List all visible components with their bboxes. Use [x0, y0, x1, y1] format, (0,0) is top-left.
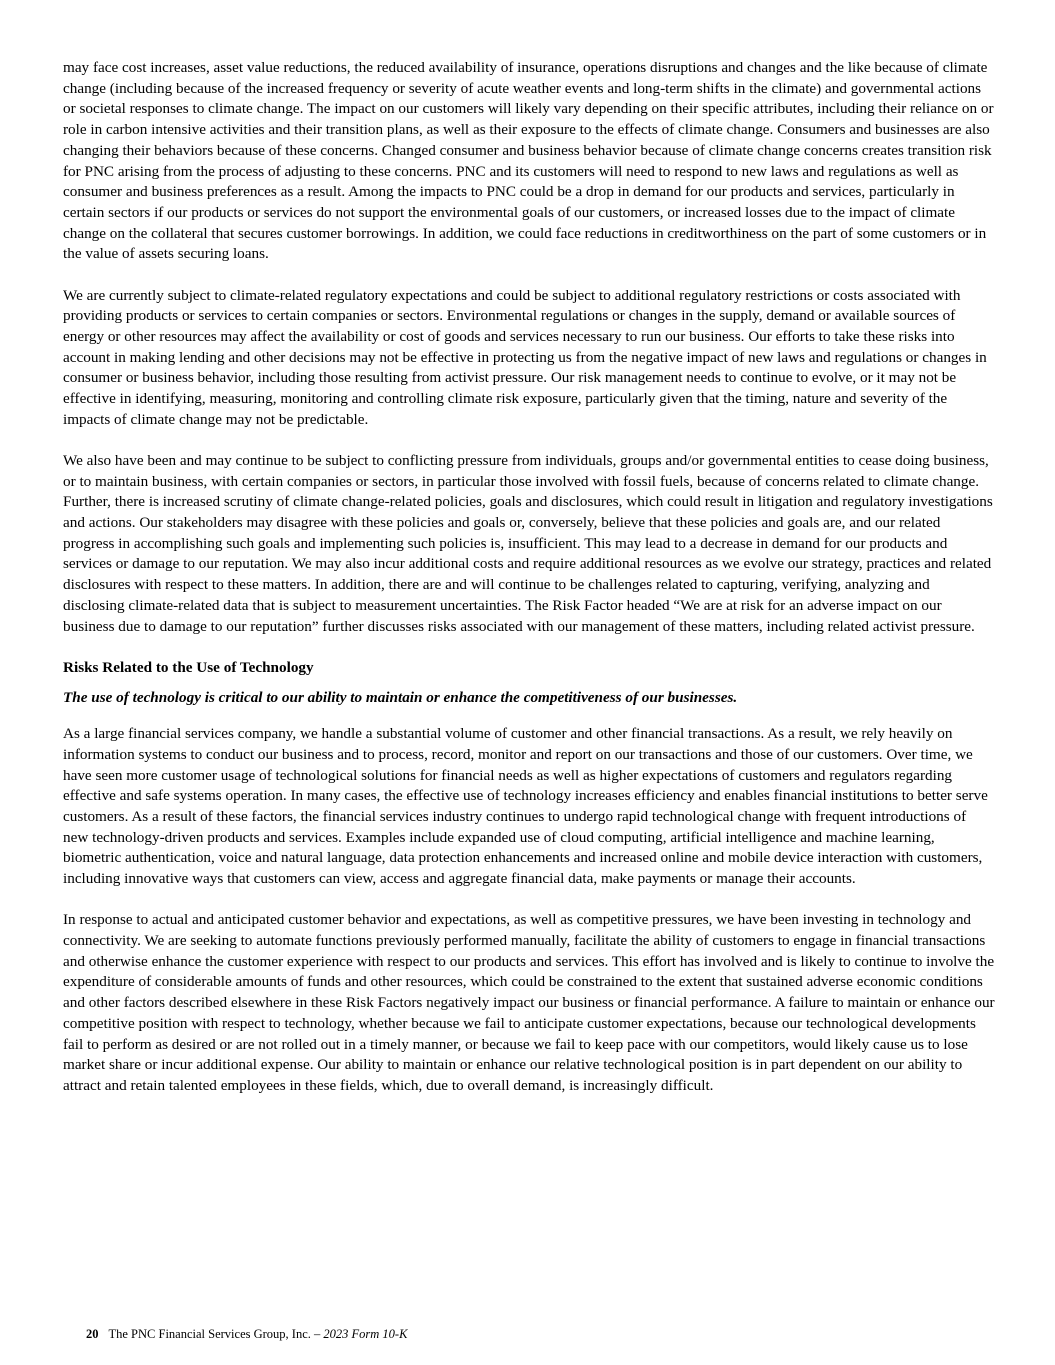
page-number: 20 [86, 1327, 99, 1341]
section-heading: Risks Related to the Use of Technology [63, 658, 314, 676]
footer-company: The PNC Financial Services Group, Inc. – [108, 1327, 324, 1341]
footer-form: 2023 Form 10-K [323, 1327, 408, 1341]
body-paragraph: In response to actual and anticipated customer behavior and expectations, as well as competitive pressures, we have been investing in technology and connectivity. We are seeking to automate functions previously performed manually, facilitate the ability of customers to engage in financial transactions and otherwise enhance the customer experience with respect to our products and services. This effort has involved and is likely to continue to involve the expenditure of considerable amounts of funds and other resources, which could be constrained to the extent that sustained adverse economic conditions and other factors described elsewhere in these Risk Factors negatively impact our business or financial performance. A failure to maintain or enhance our competitive position with respect to technology, whether because we fail to anticipate customer expectations, because our technological developments fail to perform as desired or are not rolled out in a timely manner, or because we fail to keep pace with our competitors, would likely cause us to lose market share or incur additional expense. Our ability to maintain or enhance our relative technological position is in part dependent on our ability to attract and retain talented employees in these fields, which, due to overall demand, is increasingly difficult. [63, 911, 995, 1094]
body-paragraph: As a large financial services company, we handle a substantial volume of customer and other financial transactions. As a result, we rely heavily on information systems to conduct our business and to process, record, monitor and report on our transactions and those of our customers. Over time, we have seen more customer usage of technological solutions for financial needs as well as higher expectations of customers and regulators regarding effective and safe systems operation. In many cases, the effective use of technology increases efficiency and enables financial institutions to better serve customers. As a result of these factors, the financial services industry continues to undergo rapid technological change with frequent introductions of new technology-driven products and services. Examples include expanded use of cloud computing, artificial intelligence and machine learning, biometric authentication, voice and natural language, data protection enhancements and increased online and mobile device interaction with customers, including innovative ways that customers can view, access and aggregate financial data, make payments or manage their accounts. [63, 725, 988, 888]
risk-factor-heading: The use of technology is critical to our ability to maintain or enhance the competitiveness of our businesses. [63, 689, 738, 707]
body-paragraph: We also have been and may continue to be subject to conflicting pressure from individuals, groups and/or governmental entities to cease doing business, or to maintain business, with certain companies or sectors, in particular those involved with fossil fuels, because of concerns related to climate change. Further, there is increased scrutiny of climate change-related policies, goals and disclosures, which could result in litigation and regulatory investigations and actions. Our stakeholders may disagree with these policies and goals or, conversely, believe that these policies and goals are, and our related progress in accomplishing such goals and implementing such policies is, insufficient. This may lead to a decrease in demand for our products and services or damage to our reputation. We may also incur additional costs and require additional resources as we evolve our strategy, practices and related disclosures with respect to these matters. In addition, there are and will continue to be challenges related to capturing, verifying, analyzing and disclosing climate-related data that is subject to measurement uncertainties. The Risk Factor headed “We are at risk for an adverse impact on our business due to damage to our reputation” further discusses risks associated with our management of these matters, including related activist pressure. [63, 451, 993, 635]
page-footer [86, 1326, 407, 1342]
body-paragraph: may face cost increases, asset value reductions, the reduced availability of insurance, operations disruptions and changes and the like because of climate change (including because of the increased frequency or severity of acute weather events and long-term shifts in the climate) and governmental actions or societal responses to climate change. The impact on our customers will likely vary depending on their specific attributes, including their reliance on or role in carbon intensive activities and their transition plans, as well as their exposure to the effects of climate change. Consumers and businesses are also changing their behaviors because of these concerns. Changed consumer and business behavior because of climate change concerns creates transition risk for PNC arising from the process of adjusting to these concerns. PNC and its customers will need to respond to new laws and regulations as well as consumer and business preferences as a result. Among the impacts to PNC could be a drop in demand for our products and services, particularly in certain sectors if our products or services do not support the environmental goals of our customers, or increased losses due to the impact of climate change on the collateral that secures customer borrowings. In addition, we could face reductions in creditworthiness on the part of some customers or in the value of assets securing loans. [63, 59, 994, 263]
body-paragraph: We are currently subject to climate-related regulatory expectations and could be subject to additional regulatory restrictions or costs associated with providing products or services to certain companies or sectors. Environmental regulations or changes in the supply, demand or available sources of energy or other resources may affect the availability or cost of goods and services necessary to run our business. Our efforts to take these risks into account in making lending and other decisions may not be effective in protecting us from the negative impact of new laws and regulations or changes in consumer or business behavior, including those resulting from activist pressure. Our risk management needs to continue to evolve, or it may not be effective in identifying, measuring, monitoring and controlling climate risk exposure, particularly given that the timing, nature and severity of the impacts of climate change may not be predictable. [63, 286, 987, 428]
document-body [63, 58, 995, 1117]
